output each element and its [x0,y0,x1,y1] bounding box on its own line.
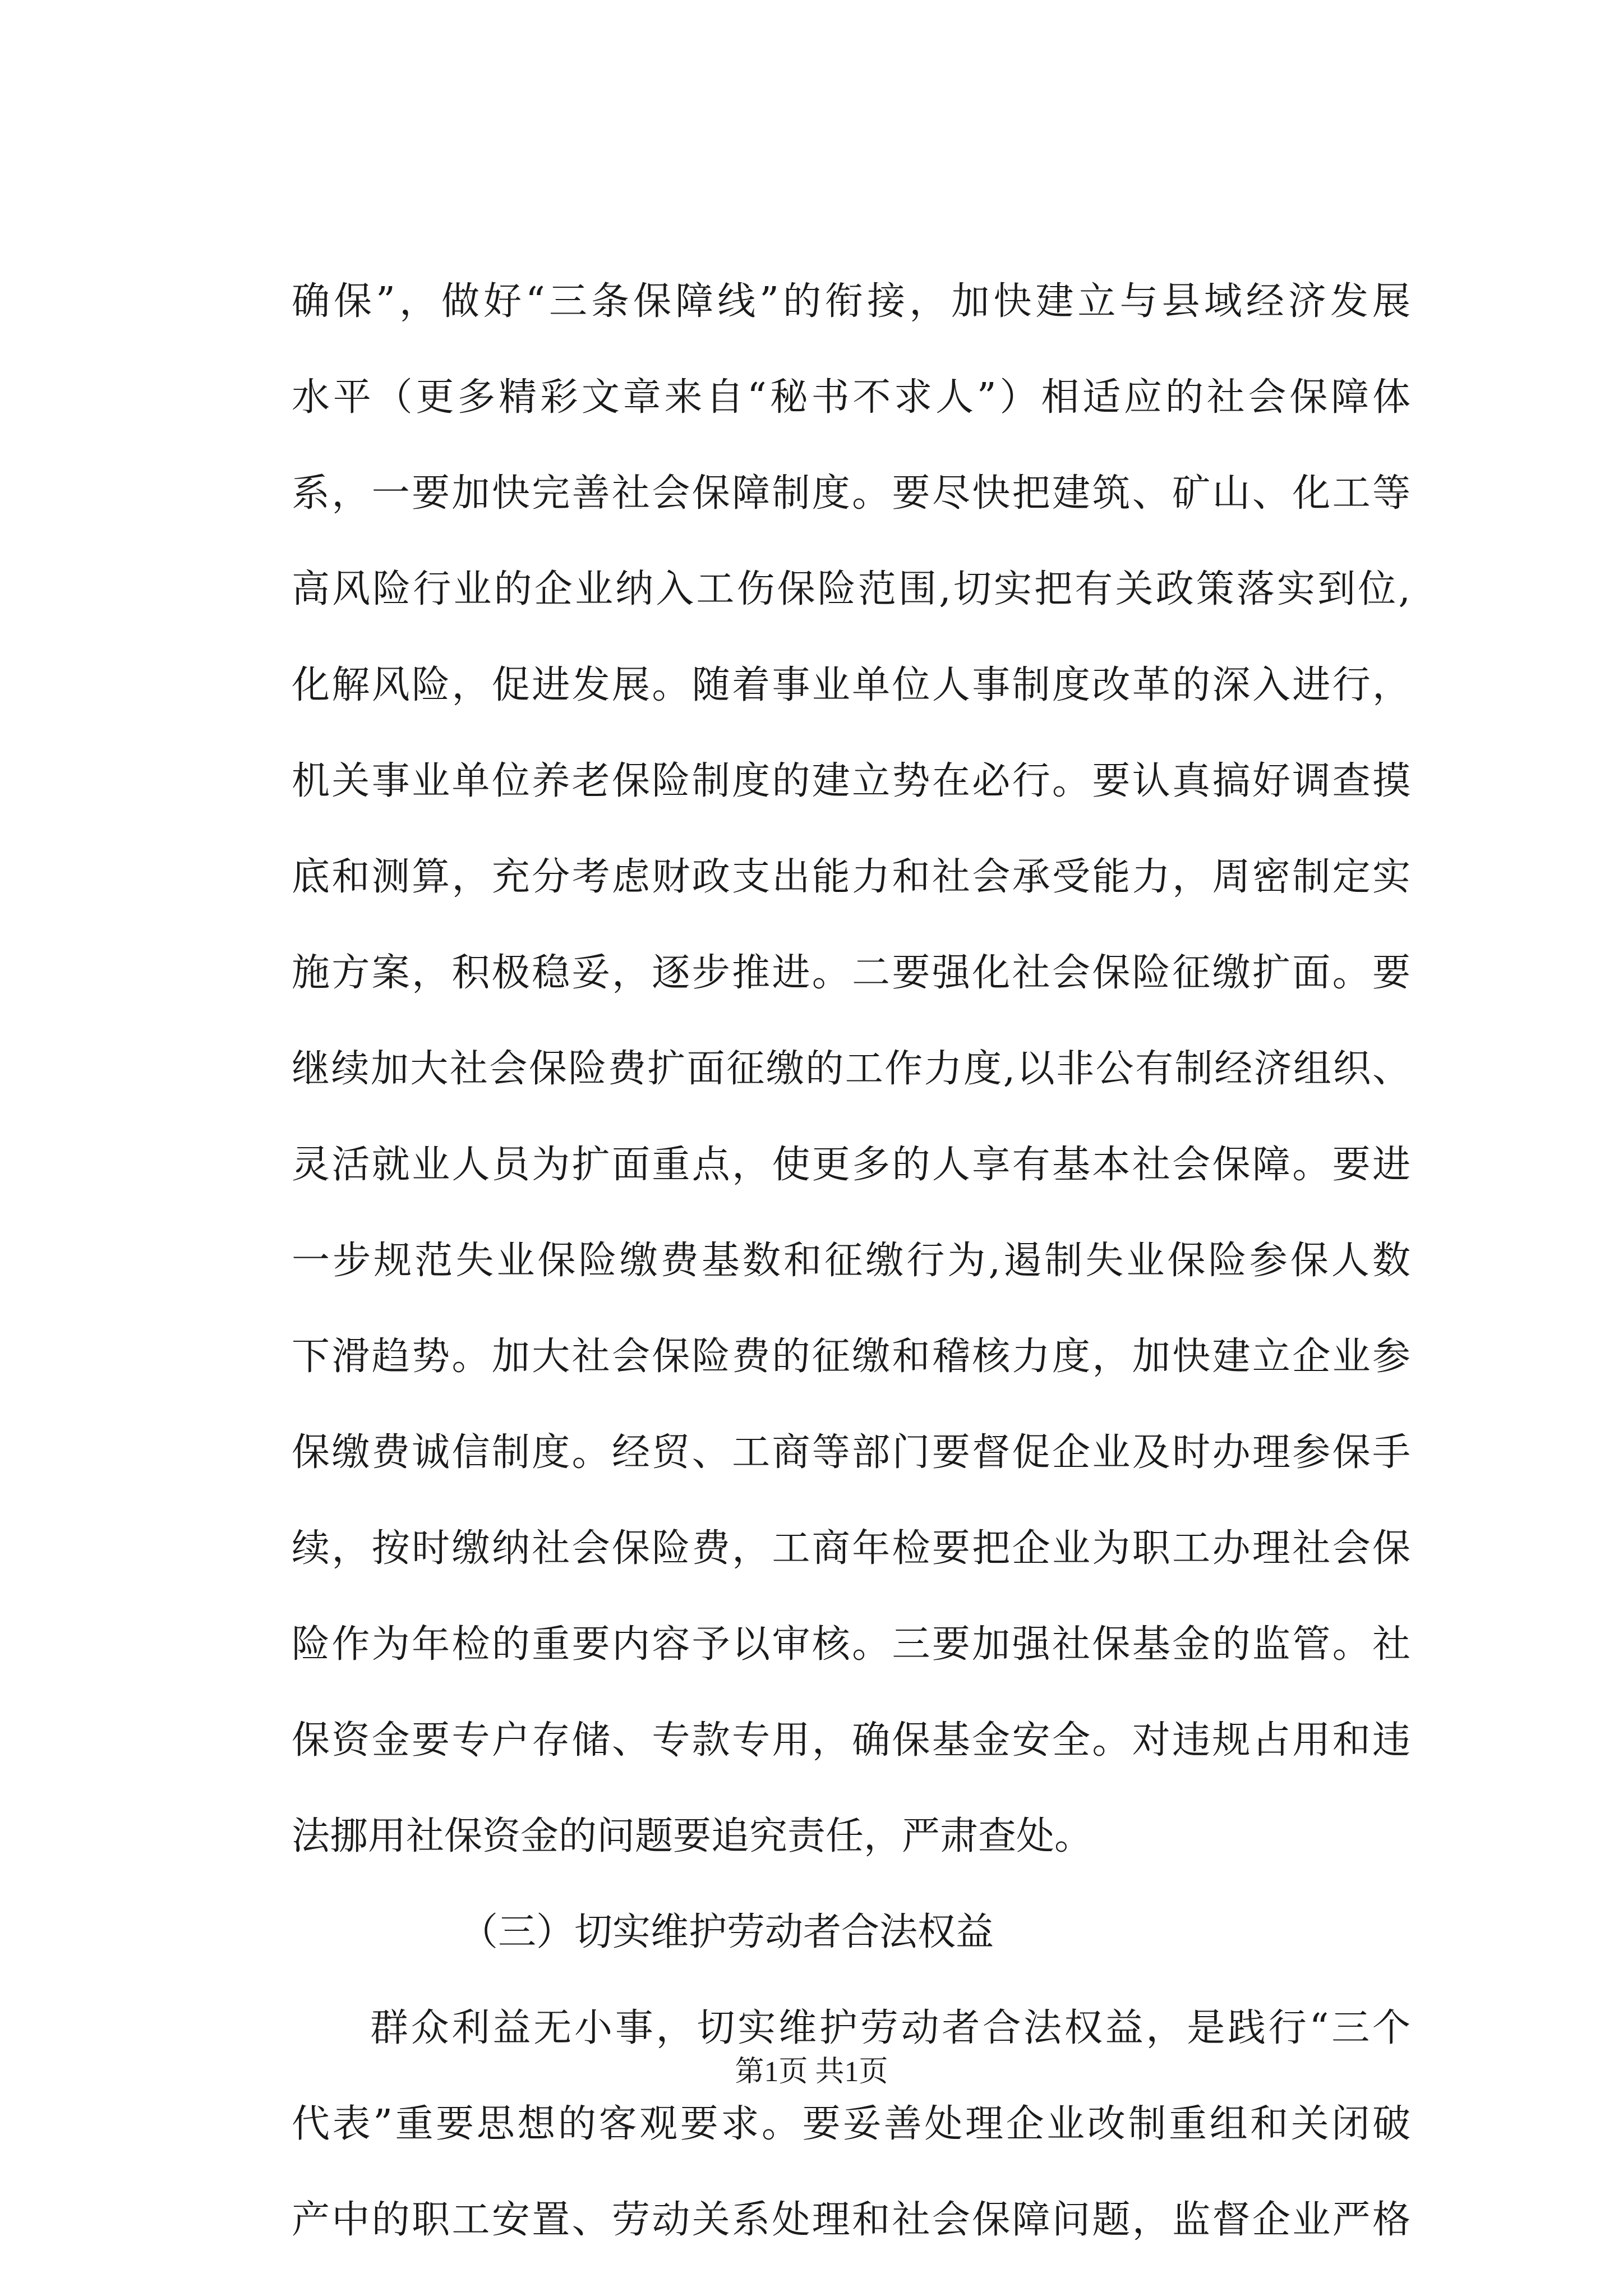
text-line: 化解风险，促进发展。随着事业单位人事制度改革的深入进行， [292,663,1410,707]
text-line: 保缴费诚信制度。经贸、工商等部门要督促企业及时办理参保手 [292,1430,1410,1475]
text-line: 群众利益无小事，切实维护劳动者合法权益，是践行“三个 [370,2006,1410,2050]
text-line: 下滑趋势。加大社会保险费的征缴和稽核力度，加快建立企业参 [292,1335,1410,1379]
text-line: 高风险行业的企业纳入工伤保险范围,切实把有关政策落实到位, [292,567,1410,611]
text-line: 水平（更多精彩文章来自“秘书不求人”）相适应的社会保障体 [292,375,1410,420]
text-line: 机关事业单位养老保险制度的建立势在必行。要认真搞好调查摸 [292,759,1410,803]
text-line: 险作为年检的重要内容予以审核。三要加强社保基金的监管。社 [292,1622,1410,1667]
text-line: 系，一要加快完善社会保障制度。要尽快把建筑、矿山、化工等 [292,471,1410,516]
text-line: 续，按时缴纳社会保险费，工商年检要把企业为职工办理社会保 [292,1526,1410,1571]
text-line: 确保”，做好“三条保障线”的衔接，加快建立与县域经济发展 [292,279,1410,324]
text-line: 底和测算，充分考虑财政支出能力和社会承受能力，周密制定实 [292,855,1410,899]
text-line: 保资金要专户存储、专款专用，确保基金安全。对违规占用和违 [292,1718,1410,1763]
text-line: 代表”重要思想的客观要求。要妥善处理企业改制重组和关闭破 [292,2102,1410,2146]
document-body [292,254,1410,2268]
text-line: 法挪用社保资金的问题要追究责任，严肃查处。 [292,1814,1093,1858]
text-line: 一步规范失业保险缴费基数和征缴行为,遏制失业保险参保人数 [292,1239,1410,1283]
text-line: 产中的职工安置、劳动关系处理和社会保障问题，监督企业严格 [292,2198,1410,2242]
section-heading: （三）切实维护劳动者合法权益 [460,1910,994,1954]
page-footer: 第1页 共1页 [735,2056,888,2088]
text-line: 灵活就业人员为扩面重点，使更多的人享有基本社会保障。要进 [292,1143,1410,1187]
text-line: 施方案，积极稳妥，逐步推进。二要强化社会保险征缴扩面。要 [292,951,1410,995]
text-line: 继续加大社会保险费扩面征缴的工作力度,以非公有制经济组织、 [292,1047,1410,1091]
